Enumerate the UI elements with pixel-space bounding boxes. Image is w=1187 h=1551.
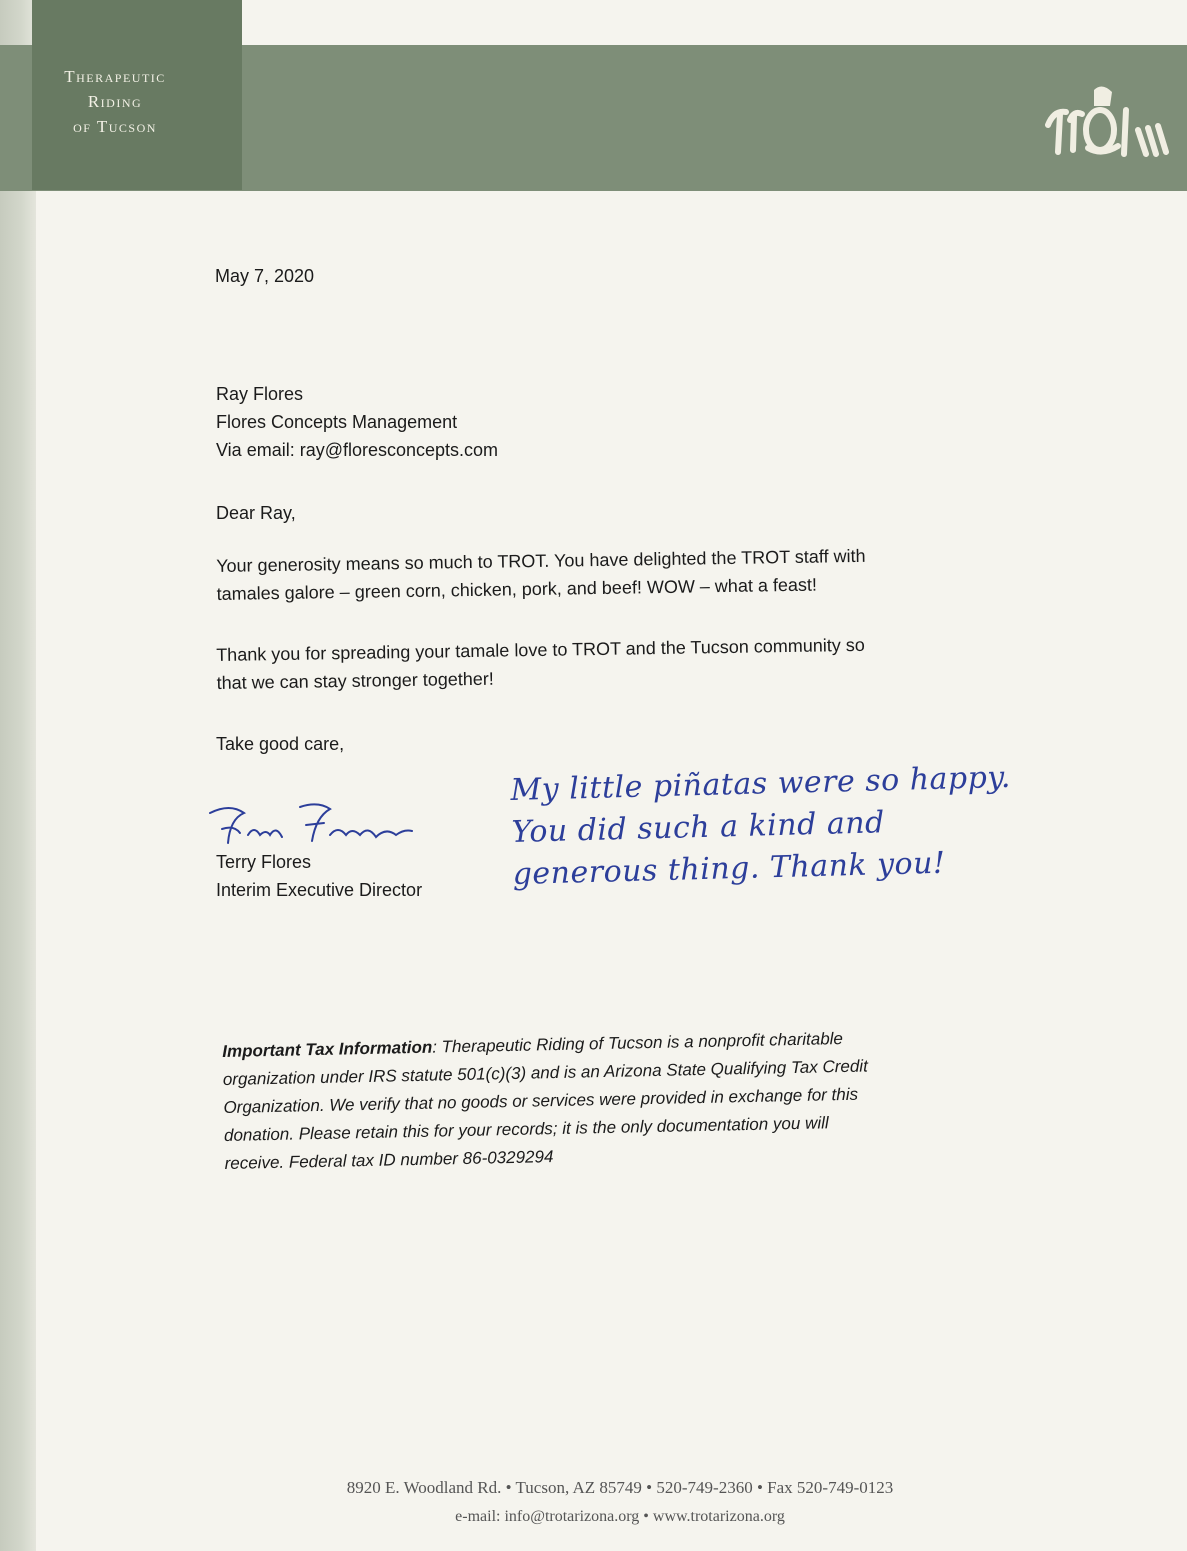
paragraph-line: Your generosity means so much to TROT. You have delighted the TROT staff with bbox=[216, 545, 866, 576]
left-margin-strip bbox=[0, 0, 36, 1551]
org-name bbox=[20, 64, 210, 139]
salutation: Dear Ray, bbox=[216, 503, 296, 523]
body-paragraph-2 bbox=[216, 628, 1017, 697]
tax-text: : Therapeutic Riding of Tucson is a nonprofit charitable bbox=[432, 1028, 844, 1057]
paragraph-line: tamales galore – green corn, chicken, pork, and beef! WOW – what a feast! bbox=[216, 574, 818, 604]
tax-line: Organization. We verify that no goods or services were provided in exchange for this bbox=[223, 1084, 859, 1117]
recipient-address bbox=[216, 380, 498, 464]
tax-line: donation. Please retain this for your records; it is the only documentation you will bbox=[223, 1113, 829, 1145]
org-name-line2: Riding bbox=[87, 92, 143, 111]
paragraph-line: that we can stay stronger together! bbox=[216, 668, 494, 693]
trot-logo bbox=[1040, 70, 1170, 170]
tax-line: organization under IRS statute 501(c)(3) and is an Arizona State Qualifying Tax Credit bbox=[222, 1056, 869, 1089]
paragraph-line: Thank you for spreading your tamale love to TROT and the Tucson community so bbox=[216, 634, 865, 665]
footer-contact: e-mail: info@trotarizona.org • www.trotarizona.org bbox=[455, 1508, 785, 1525]
body-paragraph-1 bbox=[216, 539, 1017, 608]
recipient-company: Flores Concepts Management bbox=[216, 412, 458, 432]
org-name-line1: Therapeutic bbox=[64, 67, 166, 86]
tax-information bbox=[222, 1022, 995, 1178]
note-line: You did such a kind and bbox=[511, 805, 886, 850]
recipient-name: Ray Flores bbox=[216, 384, 304, 404]
signer-title: Interim Executive Director bbox=[216, 880, 423, 900]
handwritten-note bbox=[510, 756, 1033, 896]
org-name-line3: of Tucson bbox=[73, 117, 157, 136]
note-line: My little piñatas were so happy. bbox=[510, 759, 1012, 808]
note-line: generous thing. Thank you! bbox=[512, 845, 946, 892]
signer-name: Terry Flores bbox=[216, 852, 312, 872]
tax-label: Important Tax Information bbox=[222, 1037, 433, 1061]
handwritten-signature bbox=[200, 795, 420, 855]
tax-line: receive. Federal tax ID number 86-0329294 bbox=[224, 1147, 554, 1173]
recipient-email: Via email: ray@floresconcepts.com bbox=[216, 440, 499, 460]
footer-address: 8920 E. Woodland Rd. • Tucson, AZ 85749 • 520-749-2360 • Fax 520-749-0123 bbox=[346, 1478, 894, 1497]
letter-date: May 7, 2020 bbox=[215, 266, 315, 286]
closing: Take good care, bbox=[216, 734, 345, 754]
